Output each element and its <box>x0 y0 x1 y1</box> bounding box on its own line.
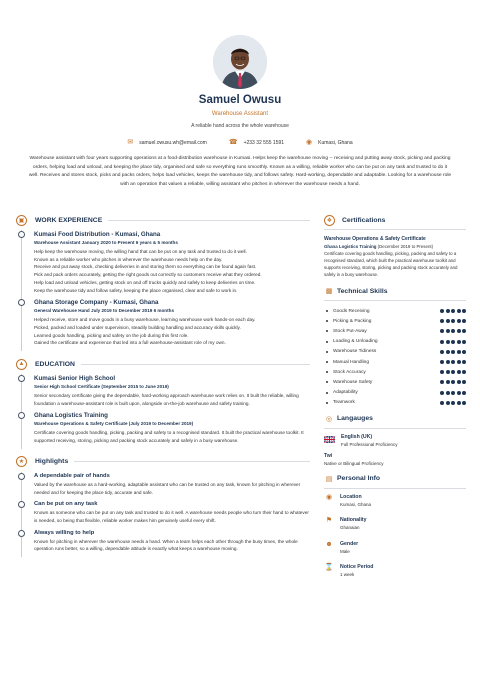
skill-label: Teamwork <box>333 400 355 406</box>
personal-info-item <box>324 494 466 518</box>
work-timeline <box>21 230 310 351</box>
skill-rating <box>440 380 466 384</box>
rating-dot <box>446 329 450 333</box>
language-item <box>324 453 466 467</box>
highlight-text: Valued by the warehouse as a hard-working, adaptable assistant who can be trusted on any task, known for pitching in wherever needed and for keeping the place tidy, accurate and safe. <box>34 481 301 495</box>
education-entry <box>34 374 310 411</box>
rating-dot <box>462 380 466 384</box>
rating-dot <box>440 370 444 374</box>
rating-dot <box>462 340 466 344</box>
rating-dot <box>440 391 444 395</box>
entry-line: Keep the warehouse tidy and follow safety, keeping the place organised, clear and safe to work in. <box>34 287 238 293</box>
entry-body <box>34 316 310 347</box>
skill-row <box>324 388 466 398</box>
entry-line: Receive and put away stock, checking deliveries in and storing them so everything can be found again fast. <box>34 264 257 270</box>
divider <box>324 300 466 301</box>
timeline-dot <box>18 473 25 480</box>
certificate-icon: ❖ <box>324 215 335 226</box>
info-value: Kumasi, Ghana <box>340 501 372 507</box>
skill-rating <box>440 350 466 354</box>
divider <box>324 428 466 429</box>
location-text: Kumasi, Ghana <box>318 139 353 146</box>
cert-org-line <box>324 243 466 250</box>
skill-rating <box>440 319 466 323</box>
skill-rating <box>440 401 466 405</box>
rating-dot <box>440 319 444 323</box>
rating-dot <box>462 350 466 354</box>
entry-subtitle: Senior High School Certificate (September 2015 to June 2019) <box>34 384 169 390</box>
bullet-icon <box>326 341 328 343</box>
entry-subtitle: General Warehouse Hand July 2019 to December 2019 6 months <box>34 308 174 314</box>
rating-dot <box>440 350 444 354</box>
entry-title: Ghana Logistics Training <box>34 412 108 420</box>
skill-row <box>324 306 466 316</box>
skill-rating <box>440 360 466 364</box>
timeline-dot <box>18 530 25 537</box>
highlight-title: Always willing to help <box>34 529 95 536</box>
divider <box>324 229 466 230</box>
personal-info-item <box>324 541 466 565</box>
info-value: Ghanaian <box>340 525 360 531</box>
divider <box>81 364 310 365</box>
divider <box>108 220 310 221</box>
skill-label: Goods Receiving <box>333 308 370 314</box>
skill-rating <box>440 391 466 395</box>
entry-body <box>34 248 310 294</box>
rating-dot <box>446 319 450 323</box>
skill-row <box>324 357 466 367</box>
rating-dot <box>451 401 455 405</box>
rating-dot <box>451 329 455 333</box>
info-label: Nationality <box>340 517 367 524</box>
skill-rating <box>440 329 466 333</box>
email-icon: ✉ <box>127 139 134 146</box>
skill-name <box>324 309 370 314</box>
section-title: Certifications <box>342 216 386 224</box>
certifications-header <box>324 213 466 227</box>
bullet-icon <box>326 402 328 404</box>
section-title: EDUCATION <box>35 360 75 368</box>
skill-row <box>324 377 466 387</box>
cert-dates: (December 2019 to Present) <box>376 244 434 249</box>
rating-dot <box>457 401 461 405</box>
highlight-entry <box>34 472 310 500</box>
skill-row <box>324 337 466 347</box>
toolbox-icon: ▩ <box>325 288 333 295</box>
skill-name <box>324 349 376 354</box>
graduation-cap-icon: ▲ <box>16 359 27 370</box>
rating-dot <box>457 380 461 384</box>
skill-name <box>324 390 358 395</box>
section-title: Personal Info <box>337 475 381 483</box>
entry-subtitle: Warehouse Operations & Safety Certificate (July 2019 to December 2019) <box>34 421 194 427</box>
timeline-dot <box>18 231 25 238</box>
rating-dot <box>440 380 444 384</box>
language-name: Twi <box>324 452 333 459</box>
section-title: WORK EXPERIENCE <box>35 216 103 224</box>
info-label: Gender <box>340 540 359 547</box>
rating-dot <box>462 309 466 313</box>
tagline: A reliable hand across the whole warehouse <box>191 123 289 129</box>
cert-title: Warehouse Operations & Safety Certificate <box>324 236 426 242</box>
skill-name <box>324 319 371 324</box>
skill-label: Stock Put-Away <box>333 328 367 334</box>
highlight-text: Known as someone who can be put on any task and trusted to do it well. A warehouse needs people who turn their hand to whatever is needed, so being that flexible, reliable worker makes him genuinely useful every shift. <box>34 510 309 523</box>
language-item <box>324 434 466 448</box>
location-pin-icon: ◉ <box>325 493 333 501</box>
skill-rating <box>440 370 466 374</box>
right-column <box>324 213 466 588</box>
skill-row <box>324 316 466 326</box>
divider <box>74 461 310 462</box>
location-contact <box>306 139 353 146</box>
bullet-icon <box>326 351 328 353</box>
skill-row <box>324 367 466 377</box>
timeline-dot <box>18 375 25 382</box>
entry-title: Kumasi Senior High School <box>34 375 116 383</box>
highlights-timeline <box>21 472 310 557</box>
bullet-icon <box>326 361 328 363</box>
left-column <box>16 213 310 557</box>
languages-header <box>324 412 466 426</box>
rating-dot <box>457 309 461 313</box>
location-pin-icon: ◉ <box>306 139 313 146</box>
rating-dot <box>451 319 455 323</box>
rating-dot <box>446 380 450 384</box>
rating-dot <box>440 309 444 313</box>
rating-dot <box>457 391 461 395</box>
personal-info-item <box>324 517 466 541</box>
timeline-dot <box>18 412 25 419</box>
rating-dot <box>451 380 455 384</box>
flag-icon: ⚑ <box>325 517 333 525</box>
highlights-header <box>16 455 310 469</box>
timeline-dot <box>18 501 25 508</box>
skills-header <box>324 284 466 298</box>
rating-dot <box>446 360 450 364</box>
entry-subtitle: Warehouse Assistant January 2020 to Present 6 years & 5 months <box>34 240 178 245</box>
email-contact[interactable] <box>127 139 206 146</box>
briefcase-icon: ▣ <box>16 215 27 226</box>
language-name: English (UK) <box>341 433 373 440</box>
job-title: Warehouse Assistant <box>211 111 269 117</box>
rating-dot <box>446 391 450 395</box>
entry-line: Pick and pack orders accurately, getting the right goods out correctly so customers receive what they ordered. <box>34 272 262 278</box>
skill-label: Manual Handling <box>333 359 370 365</box>
rating-dot <box>451 340 455 344</box>
rating-dot <box>446 370 450 374</box>
entry-title: Ghana Storage Company - Kumasi, Ghana <box>34 299 159 307</box>
uk-flag-icon <box>324 436 335 443</box>
education-header <box>16 357 310 371</box>
language-level: Full Professional Proficiency <box>341 441 398 447</box>
rating-dot <box>451 391 455 395</box>
section-title: Highlights <box>35 458 69 466</box>
rating-dot <box>462 360 466 364</box>
cert-description: Certificate covering goods handling, picking, packing and safety to a recognised standard, which built the practical warehouse toolkit and supports receiving, storing, picking and packing stock accurately and safely in a busy warehouse. <box>324 251 458 277</box>
rating-dot <box>457 319 461 323</box>
cert-org: Ghana Logistics Training <box>324 244 377 249</box>
rating-dot <box>462 370 466 374</box>
hourglass-icon: ⌛ <box>324 564 334 572</box>
personal-info-item <box>324 564 466 588</box>
info-label: Location <box>340 493 362 500</box>
rating-dot <box>462 401 466 405</box>
entry-body: Senior secondary certificate giving the dependable, hard-working approach warehouse work relies on. It built the reliable, willing foundation a warehouse-assistant role is built upon, alongside on-the-job warehouse and safety training. <box>34 393 299 406</box>
rating-dot <box>462 329 466 333</box>
entry-body: Certificate covering goods handling, picking, packing and safety to a recognised standard. It built the practical warehouse toolkit. It supported receiving, storing, picking and packing stock accurately and safely in a busy warehouse. <box>34 430 304 444</box>
person-icon: ☻ <box>325 540 333 548</box>
candidate-name: Samuel Owusu <box>198 94 282 106</box>
rating-dot <box>457 340 461 344</box>
skill-row <box>324 347 466 357</box>
skill-name <box>324 380 372 385</box>
bullet-icon <box>326 320 328 322</box>
skill-name <box>324 339 378 344</box>
skill-label: Adaptability <box>333 390 358 396</box>
bullet-icon <box>326 310 328 312</box>
highlight-entry <box>34 529 310 557</box>
skill-row <box>324 398 466 408</box>
entry-line: Help load and unload vehicles, getting stock on and off trucks quickly and safely to keep deliveries on time. <box>34 279 256 285</box>
entry-line: Helped receive, store and move goods in a busy warehouse, learning warehouse work hands-on each day. <box>34 317 256 323</box>
education-timeline <box>21 374 310 449</box>
skill-label: Warehouse Tidiness <box>333 349 377 355</box>
skill-label: Picking & Packing <box>333 318 372 324</box>
bullet-icon <box>326 330 328 332</box>
work-entry <box>34 298 310 351</box>
rating-dot <box>446 401 450 405</box>
skill-rating <box>440 340 466 344</box>
highlight-entry <box>34 500 310 528</box>
bullet-icon <box>326 371 328 373</box>
education-entry <box>34 411 310 448</box>
highlight-title: A dependable pair of hands <box>34 472 110 479</box>
phone-icon: ☎ <box>228 139 238 146</box>
info-value: Male <box>340 548 350 554</box>
info-label: Notice Period <box>340 564 374 571</box>
entry-line: Gained the certificate and experience that led into a full warehouse-assistant role of my own. <box>34 340 226 346</box>
contact-bar <box>0 139 480 146</box>
phone-text: +233 32 555 1591 <box>243 139 285 146</box>
rating-dot <box>451 350 455 354</box>
rating-dot <box>457 360 461 364</box>
entry-line: Help keep the warehouse moving, the willing hand that can be put on any task and trusted to do it well. <box>34 249 247 254</box>
highlight-text: Known for pitching in wherever the warehouse needs a hand. When a team helps each other through the busy times, the whole operation runs better, so a willing, dependable attitude is exactly what keeps a warehouse moving. <box>34 538 298 552</box>
entry-line: Picked, packed and loaded under supervision, steadily building handling and accuracy skills quickly. <box>34 324 241 330</box>
rating-dot <box>462 391 466 395</box>
star-icon: ★ <box>16 456 27 467</box>
section-title: Technical Skills <box>337 287 388 295</box>
rating-dot <box>451 360 455 364</box>
id-card-icon: ▤ <box>325 475 333 483</box>
skill-label: Stock Accuracy <box>333 369 366 375</box>
rating-dot <box>457 329 461 333</box>
entry-line: Learned goods handling, picking and safety on the job during this first role. <box>34 332 189 338</box>
skill-name <box>324 329 367 334</box>
bullet-icon <box>326 381 328 383</box>
rating-dot <box>446 309 450 313</box>
profile-summary: Warehouse assistant with four years supporting operations at a food-distribution warehouse in Kumasi. Helps keep the warehouse moving -- receiving and putting away stock, picking and packing orders, helping load and unload, and keeping the place tidy, organised and safe so everything runs smoothly. Known as a willing, reliable worker who can be put on any task and trusted to do it well. Receives and stores stock, picks and packs orders, helps load vehicles, keeps the warehouse tidy, and follows safety. Hard-working, dependable and adaptable. Looking for a warehouse role with an operation that values a reliable, willing assistant who pitches in wherever the warehouse needs a hand. <box>28 156 452 187</box>
work-entry <box>34 230 310 298</box>
rating-dot <box>446 340 450 344</box>
work-experience-header <box>16 213 310 227</box>
rating-dot <box>446 350 450 354</box>
email-text: samuel.owusu.wh@email.com <box>139 139 207 146</box>
avatar <box>213 35 267 89</box>
entry-title: Kumasi Food Distribution - Kumasi, Ghana <box>34 231 161 238</box>
rating-dot <box>451 370 455 374</box>
rating-dot <box>440 360 444 364</box>
rating-dot <box>440 329 444 333</box>
language-level: Native or Bilingual Proficiency <box>324 460 384 466</box>
divider <box>324 488 466 489</box>
entry-line: Known as a reliable worker who pitches in wherever the warehouse needs help on the day. <box>34 256 223 262</box>
rating-dot <box>440 340 444 344</box>
section-title: Langauges <box>337 415 373 423</box>
skill-row <box>324 326 466 336</box>
skill-rating <box>440 309 466 313</box>
bullet-icon <box>326 392 328 394</box>
highlight-title: Can be put on any task <box>34 501 98 508</box>
rating-dot <box>457 350 461 354</box>
skill-label: Warehouse Safety <box>333 379 373 385</box>
globe-icon: ◎ <box>325 415 333 423</box>
rating-dot <box>451 309 455 313</box>
skills-list <box>324 306 466 408</box>
info-value: 1 week <box>340 572 355 578</box>
timeline-dot <box>18 299 25 306</box>
phone-contact[interactable] <box>229 139 284 146</box>
skill-name <box>324 370 366 375</box>
personal-info-header <box>324 472 466 486</box>
rating-dot <box>457 370 461 374</box>
skill-name <box>324 400 355 405</box>
skill-label: Loading & Unloading <box>333 339 378 345</box>
rating-dot <box>440 401 444 405</box>
skill-name <box>324 360 369 365</box>
rating-dot <box>462 319 466 323</box>
